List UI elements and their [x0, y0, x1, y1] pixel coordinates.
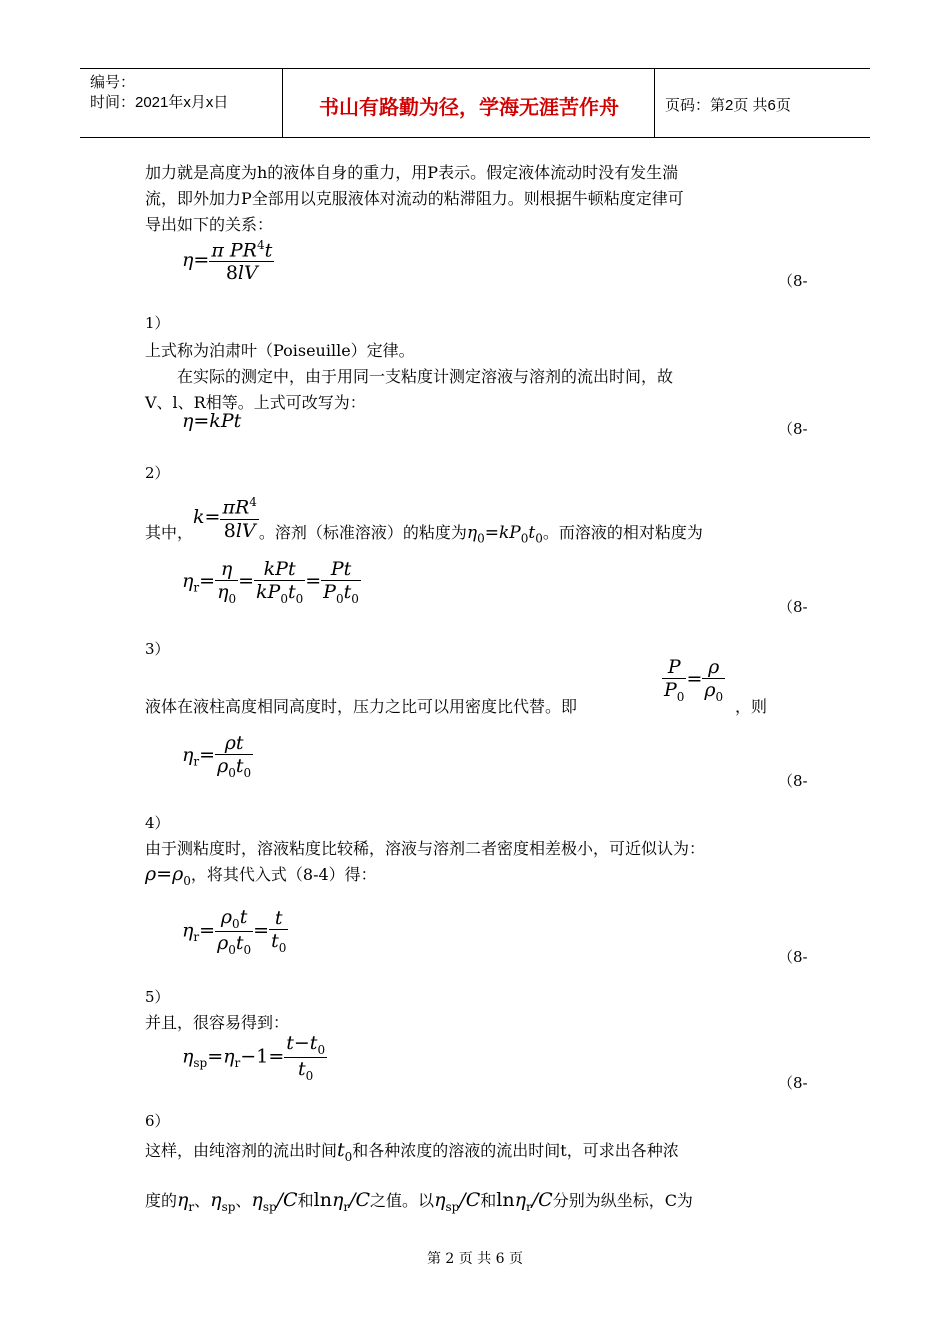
paragraph-line: 加力就是高度为h的液体自身的重力，用P表示。假定液体流动时没有发生湍: [145, 163, 679, 182]
text-fragment: 和各种浓度的溶液的流出时间t，可求出各种浓: [352, 1141, 679, 1160]
text-fragment: ，将其代入式（8-4）得：: [190, 865, 377, 884]
paragraph-line: 在实际的测定中，由于用同一支粘度计测定溶液与溶剂的流出时间，故: [177, 367, 674, 386]
text-fragment: 。溶剂（标准溶液）的粘度为: [258, 523, 467, 542]
k-formula: k= $\frac{\pi R^4}{8lV}$: [193, 495, 257, 542]
paragraph-line: [145, 862, 377, 888]
equation-number: （8-: [778, 1074, 808, 1092]
text-fragment: 这样，由纯溶剂的流出时间: [145, 1141, 338, 1160]
text-fragment: 和: [480, 1191, 497, 1210]
equation-1: η= $\frac{\pi PR^4t}{8lV}$: [182, 238, 273, 285]
code-label: 编号：: [90, 74, 136, 91]
header-divider: [282, 69, 283, 137]
header-divider: [654, 69, 655, 137]
t0-symbol: $t_0$: [337, 1139, 353, 1164]
eta0-formula: $\eta_0=kP_0t_0$: [466, 523, 543, 546]
equation-5: $\eta_r=$ $\frac{\rho_0t}{\rho_0t_0}$ = $\frac{t}{t_0}$: [182, 906, 287, 957]
equation-number: 1）: [145, 314, 170, 332]
paragraph-line: [145, 495, 703, 546]
equation-2: η=kPt: [182, 410, 242, 432]
equation-number: （8-: [778, 420, 808, 438]
page-footer: 第 2 页 共 6 页: [426, 1251, 524, 1267]
equation-3: $\eta_r=$ $\frac{\eta}{\eta_0}$ = $\frac{\text{kPt}}{kP_0t_0}$ = $\frac{Pt}{P_0t_0}$: [182, 558, 359, 606]
equation-number: 3）: [145, 640, 170, 658]
eta-sp-c-symbol: $\eta_{sp}/C$: [434, 1189, 481, 1214]
paragraph-line: 由于测粘度时，溶液粘度比较稀，溶液与溶剂二者密度相差极小，可近似认为：: [145, 839, 706, 858]
header-info: [90, 73, 228, 113]
text-fragment: 其中，: [145, 523, 194, 542]
ln-eta-r-c-symbol: lnη$_r$/C: [496, 1189, 553, 1214]
text-fragment: 。而溶液的相对粘度为: [542, 523, 703, 542]
equation-number: 5）: [145, 988, 170, 1006]
equation-number: 2）: [145, 464, 170, 482]
paragraph-line: 液体在液柱高度相同高度时，压力之比可以用密度比代替。即: [145, 697, 578, 716]
equation-number: （8-: [778, 948, 808, 966]
text-fragment: 度的: [145, 1191, 178, 1210]
paragraph-line: 流，即外加力P全部用以克服液体对流动的粘滞阻力。则根据牛顿粘度定律可: [145, 189, 684, 208]
paragraph-line: 导出如下的关系：: [145, 215, 274, 234]
paragraph-line: 上式称为泊肃叶（Poiseuille）定律。: [145, 341, 415, 360]
page-label: 页码：第2页 共6页: [665, 97, 791, 114]
eta-sp-symbol: $\eta_{sp}$: [210, 1189, 236, 1214]
paragraph-line: V、l、R相等。上式可改写为：: [145, 393, 366, 412]
ln-eta-r-c-symbol: lnη$_r$/C: [313, 1189, 371, 1214]
paragraph-line: 并且，很容易得到：: [145, 1013, 290, 1032]
equation-number: 4）: [145, 814, 170, 832]
text-fragment: 、: [235, 1191, 252, 1210]
date-label: 时间：2021年x月x日: [90, 94, 229, 111]
density-ratio-formula: $\frac{P}{P_0}$ = $\frac{\rho}{\rho_0}$: [664, 656, 724, 704]
text-fragment: 和: [297, 1191, 314, 1210]
motto: 书山有路勤为径，学海无涯苦作舟: [319, 95, 619, 119]
equation-number: （8-: [778, 272, 808, 290]
equation-number: 6）: [145, 1112, 170, 1130]
eta-r-symbol: $\eta_r$: [177, 1189, 195, 1214]
page-header: [80, 68, 870, 138]
text-fragment: 、: [194, 1191, 211, 1210]
rho-equal-formula: $\rho=\rho_0$: [145, 863, 191, 888]
equation-6: $\eta_{sp}=\eta_r-1=$ $\frac{t-t_0}{t_0}$: [182, 1032, 326, 1083]
text-fragment: 分别为纵坐标，C为: [552, 1191, 693, 1210]
paragraph-line: ，则: [735, 697, 768, 716]
equation-number: （8-: [778, 772, 808, 790]
equation-4: $\eta_r=$ $\frac{\rho t}{\rho_0t_0}$: [182, 732, 252, 780]
equation-number: （8-: [778, 598, 808, 616]
paragraph-line: [145, 1188, 693, 1214]
paragraph-line: [145, 1138, 679, 1164]
eta-sp-c-symbol: $\eta_{sp}/C$: [251, 1189, 298, 1214]
text-fragment: 之值。以: [370, 1191, 435, 1210]
